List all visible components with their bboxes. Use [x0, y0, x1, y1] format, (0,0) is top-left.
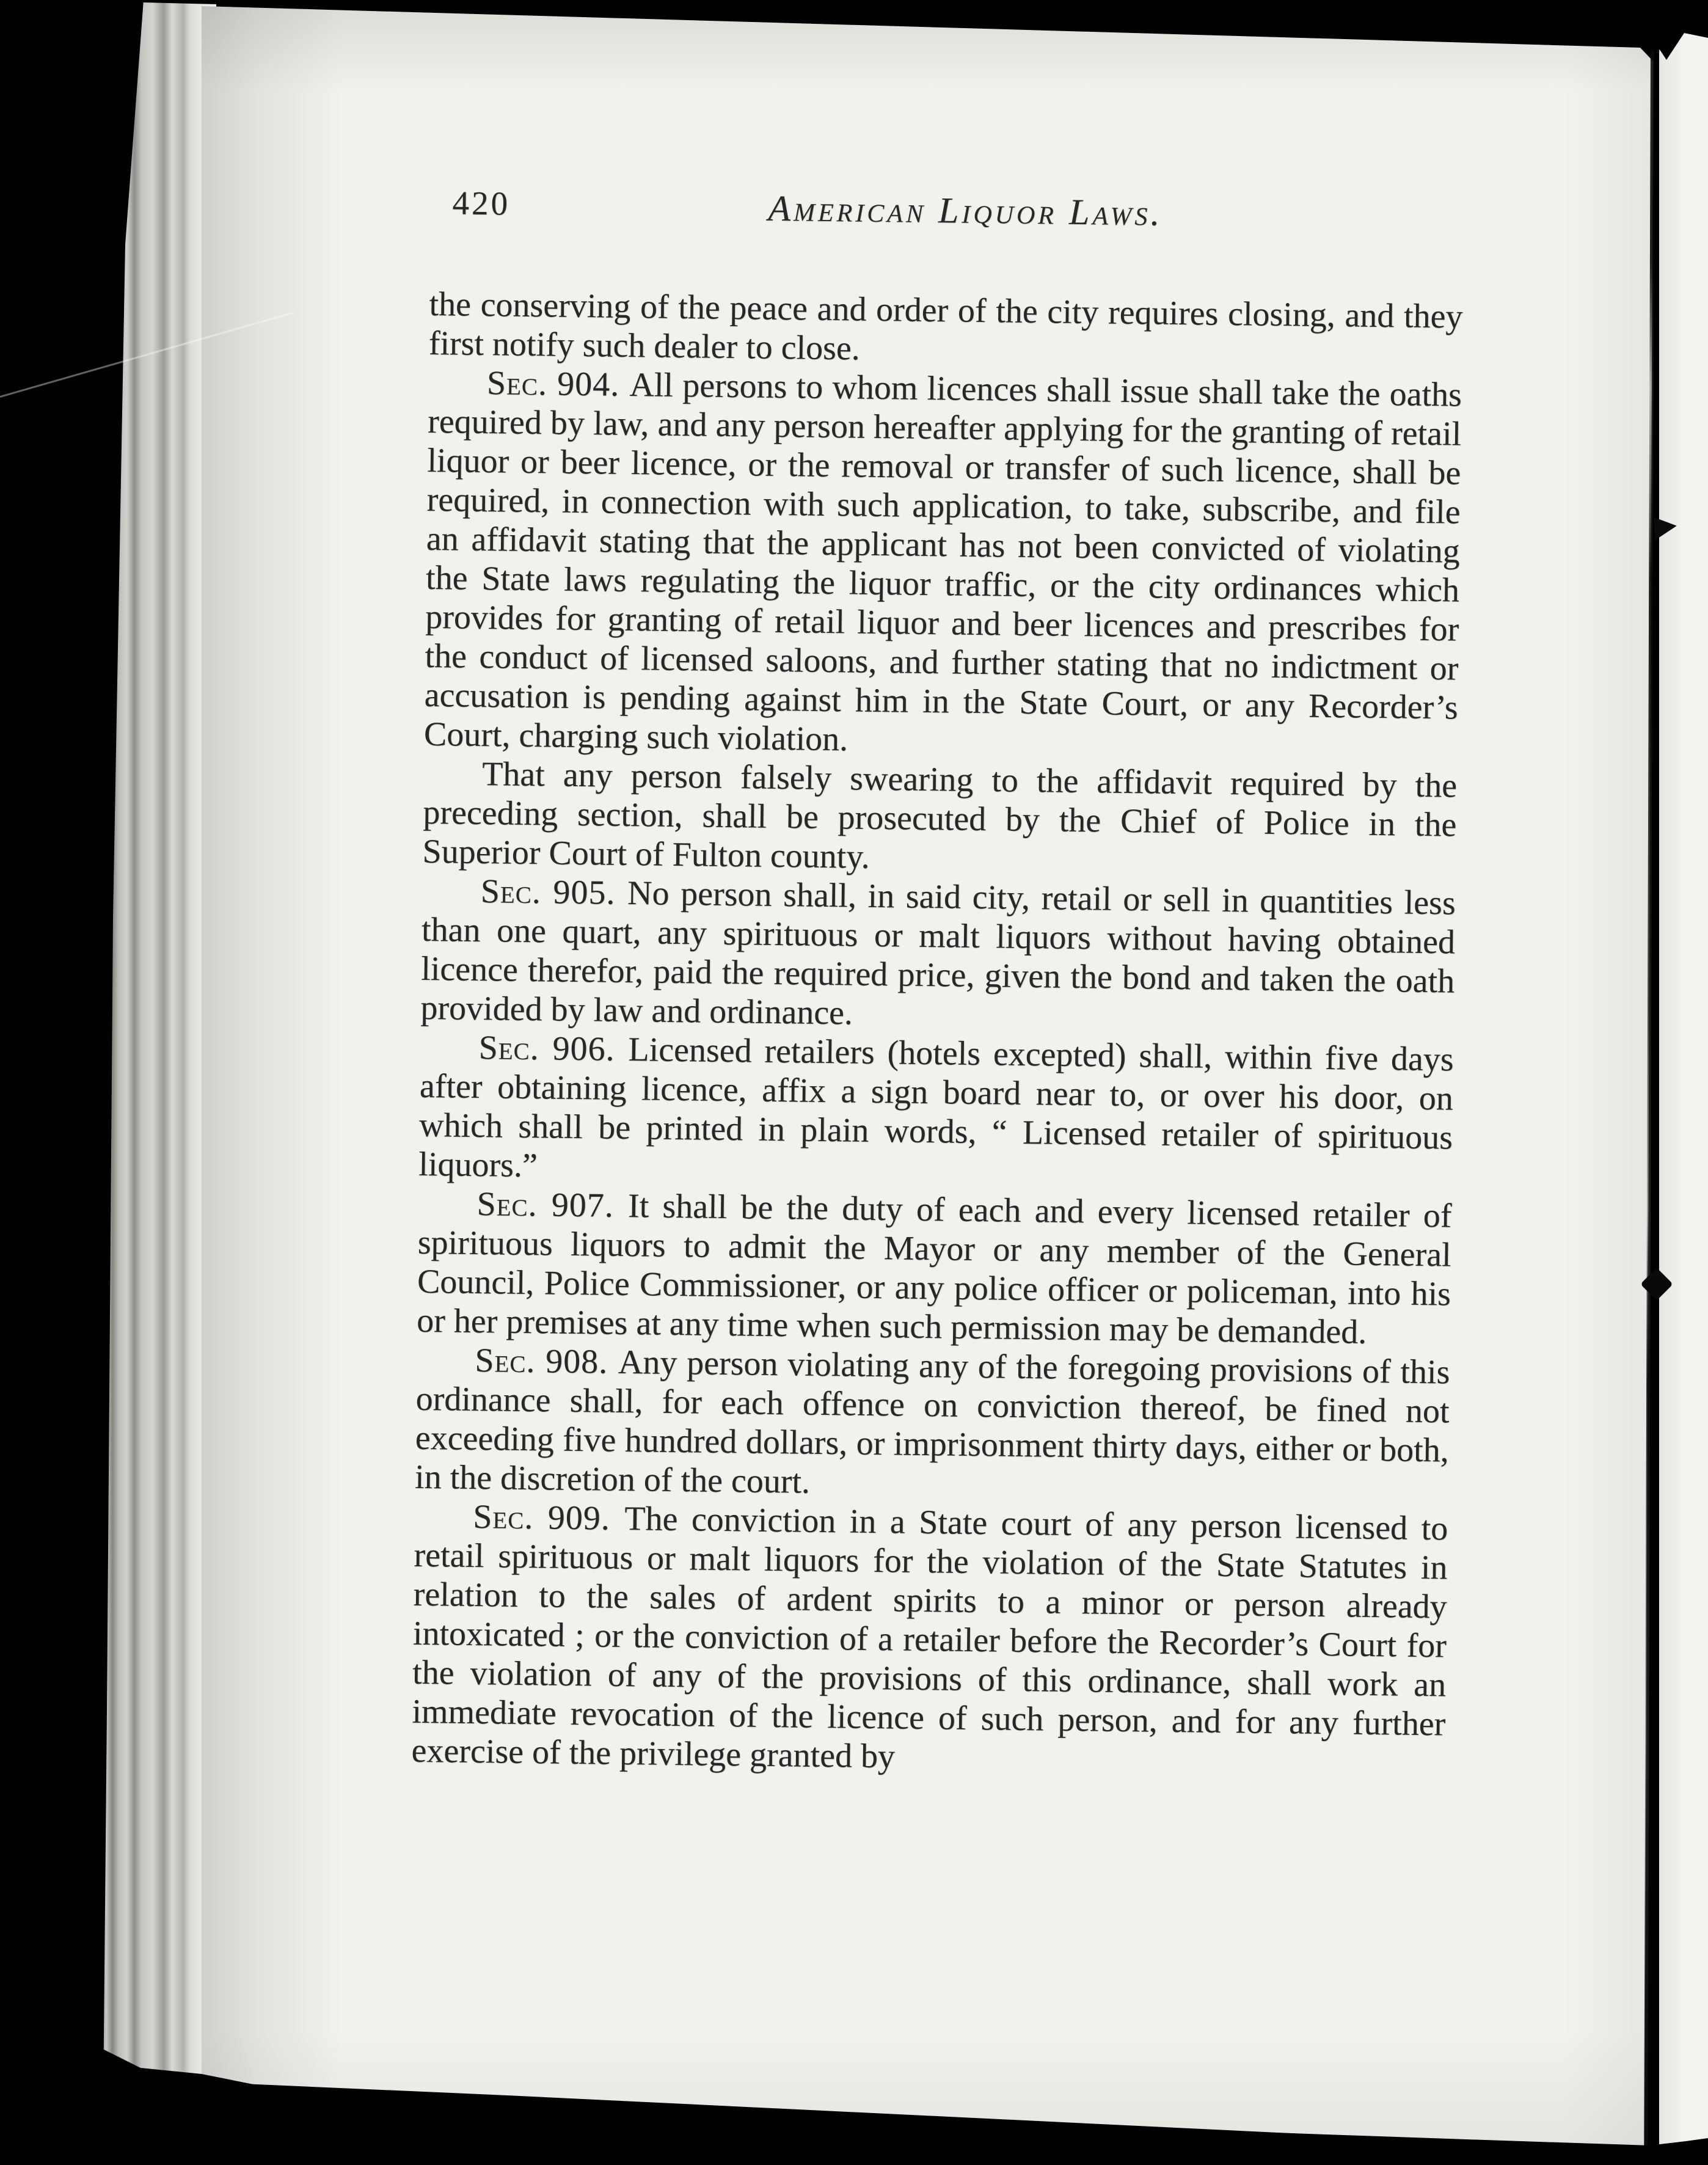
facing-page-edge — [1659, 32, 1708, 2152]
paragraph — [415, 1340, 1450, 1510]
right-margin-arrow-mark — [1654, 516, 1678, 540]
paragraph-text: Licensed retailers (hotels excepted) shall, within five days after obtaining licence, affix a sign board near to, or over his door, on which shall be printed in plain words, “ Licensed retailer of spirituous liquors.” — [418, 1031, 1454, 1185]
paragraph-text: Any person violating any of the foregoing provisions of this ordinance shall, for each offence on conviction thereof, be fined not exceeding five hundred dollars, or imprisonment thirty days, either or both, in the discretion of the court. — [414, 1343, 1450, 1501]
section-label: Sec. 909. — [472, 1498, 625, 1538]
paragraph — [417, 1184, 1452, 1353]
paragraph-text: The conviction in a State court of any person licensed to retail spirituous or malt liquors for the violation of the State Statutes in relation to the sales of ardent spirits to a minor or person already intoxicated ; or the conviction of a retailer before the Recorder’s Court for the violation of any of the provisions of this ordinance, shall work an immediate revocation of the licence of such person, and for any further exercise of the privilege granted by — [411, 1500, 1448, 1776]
paragraph-text: No person shall, in said city, retail or sell in quantities less than one quart, any spirituous or malt liquors without having obtained licence therefor, paid the required price, given the bond and taken the oath provided by law and ordinance. — [420, 874, 1456, 1032]
paragraph — [422, 754, 1457, 884]
paragraph — [424, 363, 1462, 767]
body-text — [411, 285, 1463, 1783]
section-label: Sec. 906. — [478, 1029, 629, 1069]
section-label: Sec. 907. — [476, 1185, 629, 1225]
page-text — [411, 183, 1464, 1783]
section-label: Sec. 908. — [475, 1342, 619, 1381]
paragraph — [420, 871, 1456, 1040]
section-label: Sec. 905. — [480, 872, 628, 913]
paragraph — [411, 1497, 1448, 1783]
section-label: Sec. 904. — [486, 364, 630, 404]
paragraph — [418, 1028, 1454, 1197]
running-title: American Liquor Laws. — [768, 188, 1163, 233]
paragraph-text: the conserving of the peace and order of the city requires closing, and they first notify such dealer to close. — [428, 285, 1463, 368]
page-number: 420 — [452, 184, 511, 222]
paragraph-text: It shall be the duty of each and every licensed retailer of spirituous liquors to admit the Mayor or any member of the General Council, Police Commissioner, or any police officer or policeman, into his or her premises at any time when such permission may be demanded. — [416, 1187, 1452, 1351]
paragraph-text: That any person falsely swearing to the affidavit required by the preceding section, shall be prosecuted by the Chief of Police in the Superior Court of Fulton county. — [422, 755, 1458, 876]
paragraph-text: All persons to whom licences shall issue shall take the oaths required by law, and any person hereafter applying for the granting of retail liquor or beer licence, or the removal or transfer of such licence, shall be required, in connection with such application, to take, subscribe, and file an affidavit stating that the applicant has not been convicted of violating the State laws regulating the liquor traffic, or the city ordinances which provides for granting of retail liquor and beer licences and prescribes for the conduct of licensed saloons, and further stating that no indictment or accusation is pending against him in the State Court, or any Recorder’s Court, charging such violation. — [423, 366, 1462, 759]
paragraph — [428, 285, 1462, 376]
